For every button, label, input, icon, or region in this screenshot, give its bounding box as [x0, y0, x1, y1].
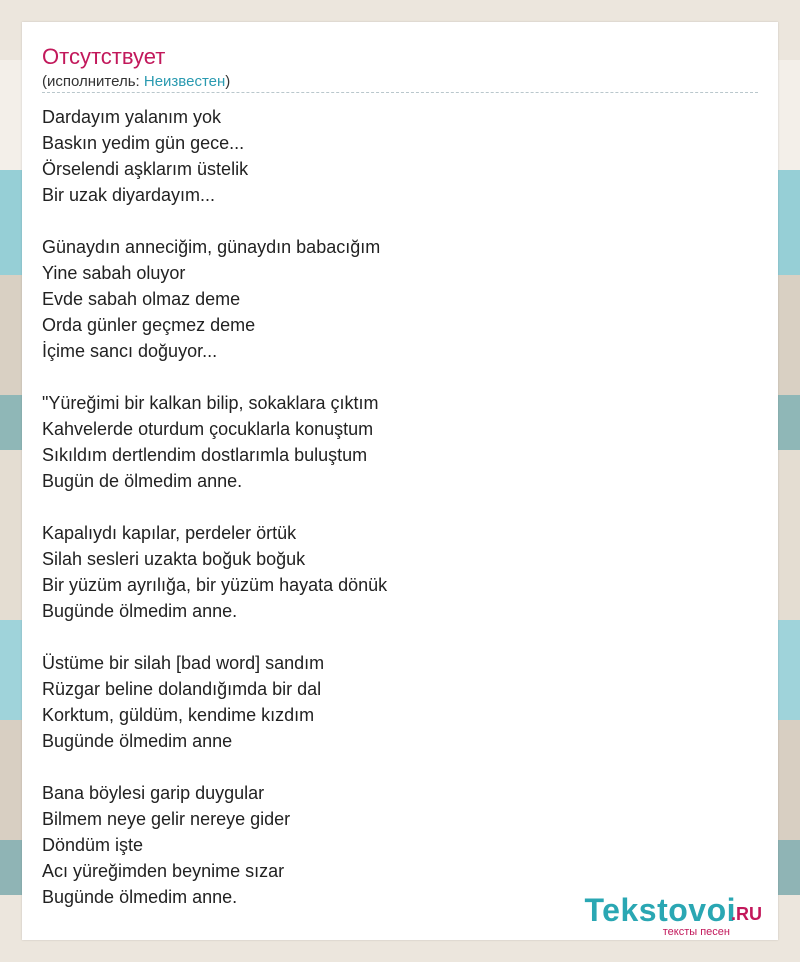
lyrics-stanza: [42, 650, 742, 754]
logo-domain: .RU: [731, 904, 762, 924]
lyric-line: Bir yüzüm ayrılığa, bir yüzüm hayata dönük: [42, 575, 388, 595]
lyrics-stanza: [42, 104, 742, 208]
lyric-line: Acı yüreğimden beynime sızar: [42, 861, 285, 881]
lyric-line: Korktum, güldüm, kendime kızdım: [42, 705, 315, 725]
lyric-line: Baskın yedim gün gece...: [42, 133, 245, 153]
lyric-line: Orda günler geçmez deme: [42, 315, 256, 335]
lyric-line: Yine sabah oluyor: [42, 263, 186, 283]
lyric-line: Dardayım yalanım yok: [42, 107, 222, 127]
lyric-line: Silah sesleri uzakta boğuk boğuk: [42, 549, 306, 569]
lyric-line: Bana böylesi garip duygular: [42, 783, 265, 803]
lyric-line: Bir uzak diyardayım...: [42, 185, 216, 205]
site-logo[interactable]: [560, 892, 770, 938]
lyric-line: Üstüme bir silah [bad word] sandım: [42, 653, 325, 673]
lyric-line: Sıkıldım dertlendim dostlarımla buluştum: [42, 445, 368, 465]
lyric-line: Rüzgar beline dolandığımda bir dal: [42, 679, 322, 699]
artist-suffix: ): [225, 73, 231, 90]
divider: [42, 92, 758, 93]
lyric-line: Günaydın anneciğim, günaydın babacığım: [42, 237, 381, 257]
lyric-line: "Yüreğimi bir kalkan bilip, sokaklara çıktım: [42, 393, 379, 413]
lyric-line: Bugünde ölmedim anne.: [42, 601, 238, 621]
lyric-line: Örselendi aşklarım üstelik: [42, 159, 249, 179]
lyric-line: Bugünde ölmedim anne: [42, 731, 233, 751]
lyric-line: Evde sabah olmaz deme: [42, 289, 241, 309]
lyric-line: Döndüm işte: [42, 835, 144, 855]
lyric-line: Kapalıydı kapılar, perdeler örtük: [42, 523, 297, 543]
logo-wordmark: Tekstovoi: [584, 892, 736, 928]
artist-prefix: (исполнитель:: [42, 73, 144, 90]
lyrics-body: [42, 104, 742, 936]
lyrics-stanza: [42, 390, 742, 494]
lyrics-stanza: [42, 520, 742, 624]
lyric-line: Bugünde ölmedim anne.: [42, 887, 238, 907]
lyric-line: Bilmem neye gelir nereye gider: [42, 809, 291, 829]
lyrics-card: [22, 22, 778, 940]
artist-link[interactable]: Неизвестен: [143, 73, 226, 90]
logo-tagline: тексты песен: [662, 926, 730, 938]
song-title: Отсутствует: [42, 44, 166, 69]
lyric-line: İçime sancı doğuyor...: [42, 341, 218, 361]
lyric-line: Kahvelerde oturdum çocuklarla konuştum: [42, 419, 374, 439]
artist-line: [42, 73, 230, 90]
lyrics-stanza: [42, 780, 742, 910]
lyrics-stanza: [42, 234, 742, 364]
lyric-line: Bugün de ölmedim anne.: [42, 471, 243, 491]
